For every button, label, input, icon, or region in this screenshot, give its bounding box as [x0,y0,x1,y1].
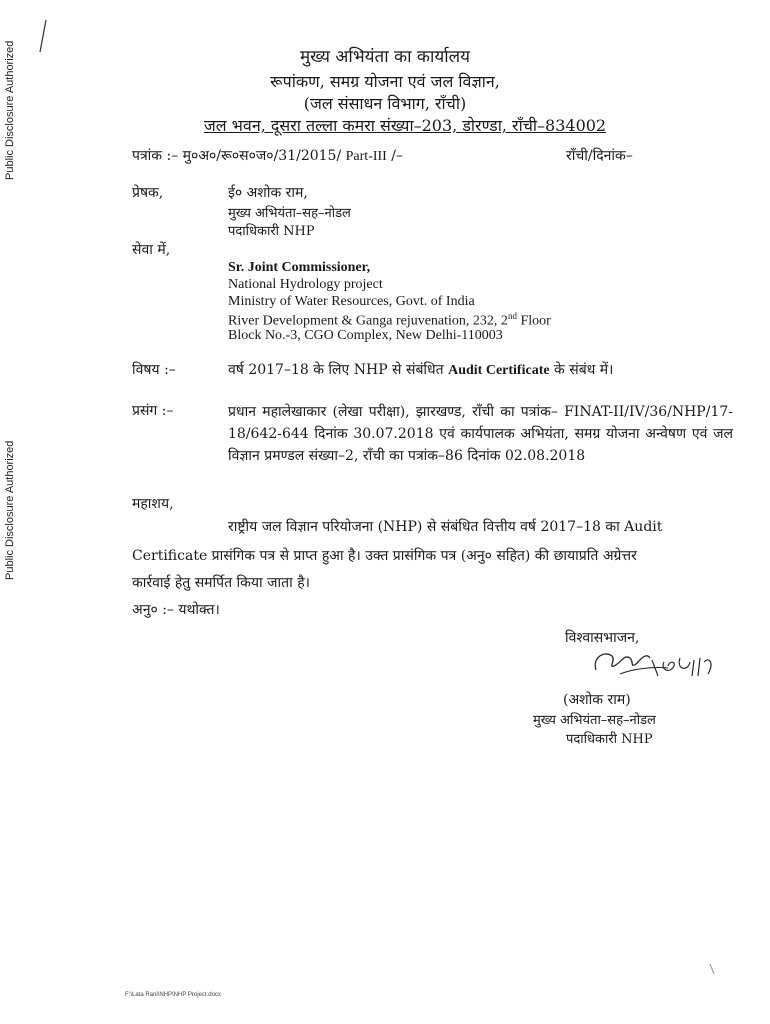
enclosure-note: अनु० :– यथोक्त। [132,602,220,618]
sender-label: प्रेषक, [132,185,164,201]
context-label: प्रसंग :– [132,403,174,419]
recipient-line-1: National Hydrology project [228,277,383,292]
valediction: विश्वासभाजन, [565,630,640,646]
body-line-2: Certificate प्रासंगिक पत्र से प्राप्त हुआ है। उक्त प्रासंगिक पत्र (अनु० सहित) की छायाप्रति अग्रेत्तर [132,548,637,564]
department-name: (जल संसाधन विभाग, राँची) [303,94,467,113]
office-subtitle: रूपांकण, समग्र योजना एवं जल विज्ञान, [270,72,500,91]
sender-designation-2: पदाधिकारी NHP [228,224,315,239]
recipient-label: सेवा में, [132,242,171,258]
recipient-line-3: River Development & Ganga rejuvenation, 232, 2nd Floor [228,311,551,329]
handwritten-signature [590,640,720,682]
recipient-line-2: Ministry of Water Resources, Govt. of India [228,294,475,309]
office-title: मुख्य अभियंता का कार्यालय [299,47,471,67]
scan-mark [708,962,716,976]
signatory-designation-2: पदाधिकारी NHP [566,732,653,747]
recipient-title: Sr. Joint Commissioner, [228,260,371,275]
body-line-1: राष्ट्रीय जल विज्ञान परियोजना (NHP) से संबंधित वित्तीय वर्ष 2017–18 का Audit [228,519,663,535]
disclosure-label-top: Public Disclosure Authorized [4,40,16,180]
subject-text: वर्ष 2017–18 के लिए NHP से संबंधित Audit Certificate के संबंध में। [228,362,614,378]
context-text: प्रधान महालेखाकार (लेखा परीक्षा), झारखण्ड, राँची का पत्रांक– FINAT-II/IV/36/NHP/17-18/642-644 दिनांक 30.07.2018 एवं कार्यपालक अभियंता, समग्र योजना अन्वेषण एवं जल विज्ञान प्रमण्डल संख्या–2, राँची का पत्रांक–86 दिनांक 02.08.2018 [228,404,733,464]
subject-label: विषय :– [132,362,176,378]
reference-number: पत्रांक :– मु०अ०/रू०स०ज०/31/2015/ Part-III /– [132,148,404,164]
recipient-line-4: Block No.-3, CGO Complex, New Delhi-110003 [228,328,503,343]
body-line-3: कार्रवाई हेतु समर्पित किया जाता है। [132,575,310,591]
salutation: महाशय, [132,496,174,512]
sender-name: ई० अशोक राम, [228,185,308,201]
sender-designation: मुख्य अभियंता–सह–नोडल [228,206,351,221]
office-address: जल भवन, दूसरा तल्ला कमरा संख्या–203, डोरण्डा, राँची–834002 [203,116,607,135]
disclosure-label-bottom: Public Disclosure Authorized [4,440,16,580]
signatory-designation: मुख्य अभियंता–सह–नोडल [533,713,656,728]
place-date: राँची/दिनांक– [566,148,633,164]
file-path-footer: F:\Lata Rani\NHP\NHP Project.docx [125,992,221,998]
signatory-name: (अशोक राम) [563,692,631,708]
